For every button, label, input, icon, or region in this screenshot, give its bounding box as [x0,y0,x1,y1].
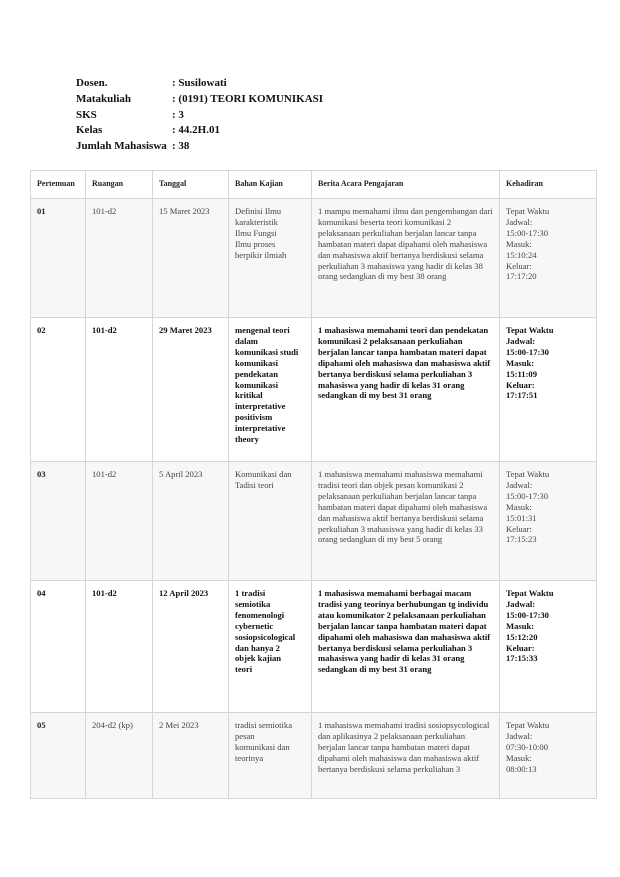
attendance-table [30,170,597,799]
cell-tanggal: 12 April 2023 [153,581,229,713]
bahan-kajian-line: berpikir ilmiah [235,249,287,260]
cell-pertemuan: 05 [31,713,86,799]
info-label: Dosen. [76,77,108,89]
cell-tanggal: 15 Maret 2023 [153,199,229,318]
bahan-kajian-line: fenomenologi [235,609,285,620]
cell-kehadiran [500,318,597,462]
info-value: : (0191) TEORI KOMUNIKASI [172,92,324,105]
kehadiran-line: 17:17:51 [506,390,538,401]
info-value: : 44.2H.01 [172,124,220,137]
column-header-bahan-kajian: Bahan Kajian [229,171,312,199]
cell-ruangan: 204-d2 (kp) [86,713,153,799]
kehadiran-line: Tepat Waktu [506,325,554,335]
cell-kehadiran [500,713,597,799]
info-row-sks [76,108,323,124]
info-label: Kelas [76,124,103,137]
bahan-kajian-line: karakteristik [235,216,278,227]
cell-tanggal: 29 Maret 2023 [153,318,229,462]
info-row-kelas [76,123,323,139]
kehadiran-line: Keluar: [506,642,535,653]
kehadiran-line: 15:12:20 [506,631,538,642]
bahan-kajian-line: mengenal teori [235,325,290,335]
kehadiran-line: 15:00-17:30 [506,346,549,357]
column-header-pertemuan: Pertemuan [31,171,86,199]
kehadiran-line: Keluar: [506,523,532,534]
cell-ruangan: 101-d2 [86,318,153,462]
bahan-kajian-line: cybernetic [235,620,274,631]
cell-pertemuan: 03 [31,462,86,581]
course-info-header [76,76,323,155]
info-label: SKS [76,108,97,121]
kehadiran-line: Masuk: [506,357,535,368]
cell-bahan-kajian [229,713,312,799]
kehadiran-line: Jadwal: [506,479,533,490]
bahan-kajian-line: komunikasi [235,379,278,390]
column-header-ruangan: Ruangan [86,171,153,199]
bahan-kajian-line: Ilmu proses [235,238,276,249]
bahan-kajian-line: teorinya [235,752,264,763]
bahan-kajian-line: pesan [235,730,255,741]
bahan-kajian-line: sosiopsicological [235,631,296,642]
kehadiran-line: 17:15:33 [506,653,538,664]
info-row-jumlah-mahasiswa [76,139,323,155]
bahan-kajian-line: 1 tradisi [235,588,266,598]
column-header-kehadiran: Kehadiran [500,171,597,199]
column-header-berita-acara: Berita Acara Pengajaran [312,171,500,199]
cell-berita-acara: 1 mahasiswa memahami tradisi sosiopsycological dan aplikasinya 2 pelaksanaan perkuliahan berjalan lancar tanpa hambatan materi dapat dipahami oleh mahasiswa dan mahasiswa aktif bertanya berdiskusi selama perkuliahan 3 [312,713,500,799]
cell-pertemuan: 04 [31,581,86,713]
cell-kehadiran [500,199,597,318]
kehadiran-line: 15:00-17:30 [506,490,549,501]
bahan-kajian-line: komunikasi dan [235,741,290,752]
cell-bahan-kajian [229,199,312,318]
kehadiran-line: Masuk: [506,501,532,512]
bahan-kajian-line: interpretative [235,423,286,434]
info-value: : Susilowati [172,77,227,89]
cell-bahan-kajian [229,318,312,462]
cell-bahan-kajian [229,581,312,713]
kehadiran-line: Masuk: [506,752,532,763]
info-label: Matakuliah [76,92,132,105]
bahan-kajian-line: Ilmu Fungsi [235,227,277,238]
bahan-kajian-line: tradisi semiotika [235,720,293,730]
bahan-kajian-line: dalam [235,335,258,346]
kehadiran-line: 17:15:23 [506,534,537,545]
bahan-kajian-line: Komunikasi dan [235,469,292,479]
kehadiran-line: Jadwal: [506,216,533,227]
cell-pertemuan: 01 [31,199,86,318]
kehadiran-line: Tepat Waktu [506,469,550,479]
table-row [31,318,597,462]
cell-tanggal: 5 April 2023 [153,462,229,581]
kehadiran-line: 15:00-17:30 [506,609,549,620]
bahan-kajian-line: objek kajian [235,653,282,664]
bahan-kajian-line: dan hanya 2 [235,642,280,653]
bahan-kajian-line: positivism [235,412,273,423]
kehadiran-line: 15:11:09 [506,368,538,379]
bahan-kajian-line: pendekatan [235,368,278,379]
kehadiran-line: Keluar: [506,260,532,271]
info-label: Jumlah Mahasiswa [76,140,167,153]
cell-bahan-kajian [229,462,312,581]
info-value: : 38 [172,140,190,153]
cell-tanggal: 2 Mei 2023 [153,713,229,799]
table-row [31,462,597,581]
kehadiran-line: 15:01:31 [506,512,537,523]
kehadiran-line: 07:30-10:00 [506,741,549,752]
bahan-kajian-line: theory [235,434,259,445]
cell-kehadiran [500,462,597,581]
attendance-table-container [30,170,596,799]
bahan-kajian-line: semiotika [235,598,271,609]
kehadiran-line: 08:00:13 [506,763,537,774]
table-body [31,199,597,799]
cell-kehadiran [500,581,597,713]
info-row-dosen [76,76,323,92]
cell-ruangan: 101-d2 [86,462,153,581]
kehadiran-line: 15:00-17:30 [506,227,549,238]
bahan-kajian-line: teori [235,664,253,675]
kehadiran-line: 15:10:24 [506,249,537,260]
cell-berita-acara: 1 mampu memahami ilmu dan pengembangan dari komunikasi beserta teori komunikasi 2 pelaksanaan perkuliahan berjalan lancar tanpa hambatan materi dapat dipahami oleh mahasiswa dan mahasiswa aktif bertanya berdiskusi selama perkuliahan 3 mahasiswa yang hadir di kelas 38 orang sedangkan di my best 38 orang [312,199,500,318]
bahan-kajian-line: Tadisi teori [235,479,274,490]
bahan-kajian-line: interpretative [235,401,286,412]
table-header-row [31,171,597,199]
info-row-matakuliah [76,92,323,108]
cell-berita-acara: 1 mahasiswa memahami teori dan pendekatan komunikasi 2 pelaksanaan perkuliahan berjalan lancar tanpa hambatan materi dapat dipahami oleh mahasiswa dan mahasiswa aktif bertanya berdiskusi selama perkuliahan 3 mahasiswa yang hadir di kelas 31 orang sedangkan di my best 31 orang [312,318,500,462]
bahan-kajian-line: kritikal [235,390,263,401]
kehadiran-line: Tepat Waktu [506,720,550,730]
kehadiran-line: Jadwal: [506,598,536,609]
table-row [31,713,597,799]
cell-ruangan: 101-d2 [86,199,153,318]
kehadiran-line: Masuk: [506,238,532,249]
bahan-kajian-line: komunikasi [235,357,278,368]
info-value: : 3 [172,108,184,121]
bahan-kajian-line: Definisi Ilmu [235,206,282,216]
kehadiran-line: Keluar: [506,379,535,390]
cell-ruangan: 101-d2 [86,581,153,713]
kehadiran-line: Tepat Waktu [506,206,550,216]
kehadiran-line: Masuk: [506,620,535,631]
kehadiran-line: Tepat Waktu [506,588,554,598]
table-row [31,199,597,318]
cell-berita-acara: 1 mahasiswa memahami mahasiswa memahami tradisi teori dan objek pesan komunikasi 2 pelaksanaan perkuliahan berjalan lancar tanpa hambatan materi dapat dipahami oleh mahasiswa dan mahasiswa aktif bertanya berdiskusi selama perkuliahan 3 mahasiswa yang hadir di kelas 33 orang sedangkan di my best 5 orang [312,462,500,581]
bahan-kajian-line: komunikasi studi [235,346,299,357]
cell-pertemuan: 02 [31,318,86,462]
column-header-tanggal: Tanggal [153,171,229,199]
cell-berita-acara: 1 mahasiswa memahami berbagai macam tradisi yang teorinya berhubungan tg individu atau komunikator 2 pelaksanaan perkuliahan berjalan lancar tanpa hambatan materi dapat dipahami oleh mahasiswa dan mahasiswa aktif bertanya berdiskusi selama perkuliahan 3 mahasiswa yang hadir di kelas 31 orang sedangkan di my best 31 orang [312,581,500,713]
kehadiran-line: Jadwal: [506,730,533,741]
kehadiran-line: 17:17:20 [506,271,537,282]
table-row [31,581,597,713]
kehadiran-line: Jadwal: [506,335,536,346]
